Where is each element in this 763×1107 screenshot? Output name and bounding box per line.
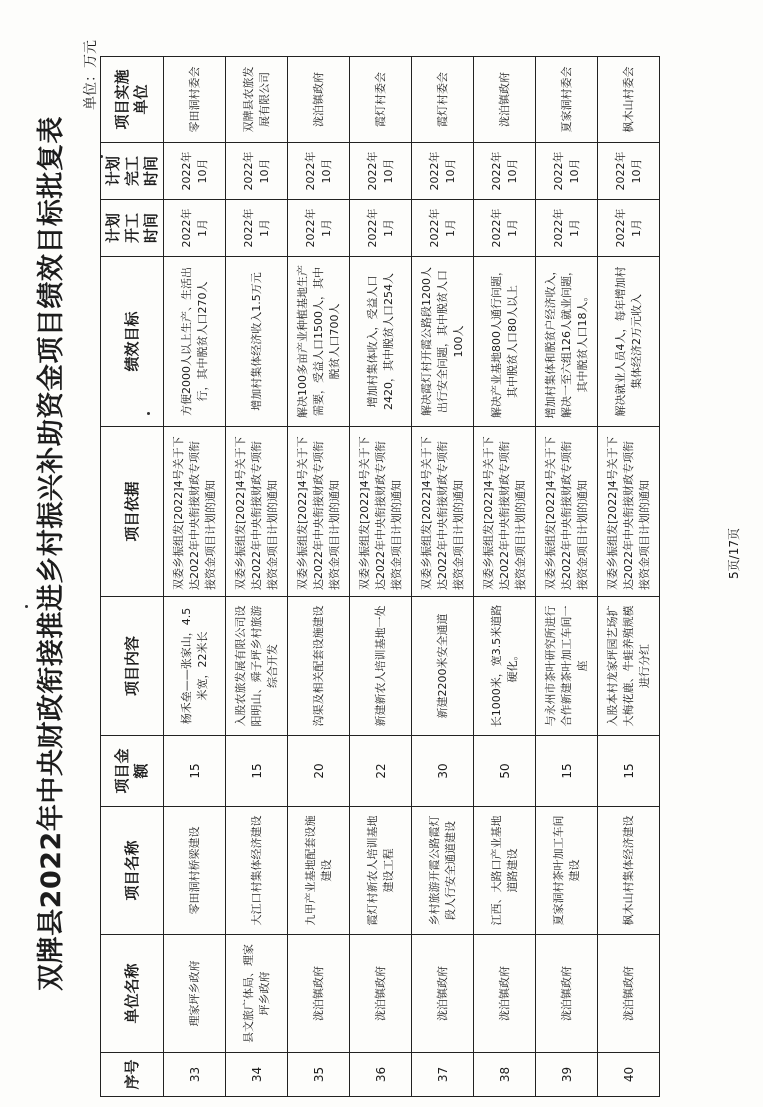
cell-project-name: 江西、大路口产业基地道路建设	[474, 807, 536, 935]
cell-project-name: 枫木山村集体经济建设	[598, 807, 660, 935]
cell-content: 入股农旅发展有限公司设阳明山、舜子坪乡村旅游综合开发	[226, 597, 288, 736]
cell-impl: 双牌县农旅发展有限公司	[226, 57, 288, 143]
cell-project-name: 霞灯村新农人培训基地建设工程	[350, 807, 412, 935]
cell-start: 2022年1月	[288, 200, 350, 257]
cell-amount: 15	[536, 736, 598, 807]
cell-goal: 解决霞灯村开霞公路段1200人出行安全问题，其中脱贫人口100人	[412, 257, 474, 427]
table-row	[412, 57, 474, 1097]
cell-end: 2022年10月	[226, 143, 288, 200]
cell-content: 入股本村龙家坪园艺场扩大梅花鹿、牛蛙养殖规模进行分红	[598, 597, 660, 736]
cell-unit-name: 理家坪乡政府	[164, 935, 226, 1053]
cell-seq: 36	[350, 1053, 412, 1097]
cell-project-name: 九甲产业基地配套设施建设	[288, 807, 350, 935]
cell-project-name: 零田洞村桥梁建设	[164, 807, 226, 935]
cell-content: 沟渠及相关配套设施建设	[288, 597, 350, 736]
cell-seq: 39	[536, 1053, 598, 1097]
cell-unit-name: 泷泊镇政府	[288, 935, 350, 1053]
cell-start: 2022年1月	[226, 200, 288, 257]
cell-start: 2022年1月	[350, 200, 412, 257]
cell-goal: 解决就业人员4人，每年增加村集体经济2万元收入	[598, 257, 660, 427]
cell-unit-name: 泷泊镇政府	[350, 935, 412, 1053]
cell-amount: 22	[350, 736, 412, 807]
header-amount: 项目金额	[101, 736, 164, 807]
cell-impl: 夏家洞村委会	[536, 57, 598, 143]
cell-start: 2022年1月	[164, 200, 226, 257]
table-row	[474, 57, 536, 1097]
table-header-row	[101, 57, 164, 1097]
page-title: 双牌县2022年中央财政衔接推进乡村振兴补助资金项目绩效目标批复表	[36, 116, 67, 991]
cell-content: 与永州市茶叶研究所进行合作新建茶叶加工车间一座	[536, 597, 598, 736]
cell-impl: 霞灯村委会	[412, 57, 474, 143]
cell-basis: 双委乡振组发[2022]4号关于下达2022年中央衔接财政专项衔接资金项目计划的通知	[598, 427, 660, 597]
cell-unit-name: 县文旅广体局、理家坪乡政府	[226, 935, 288, 1053]
header-basis: 项目依据	[101, 427, 164, 597]
cell-amount: 15	[164, 736, 226, 807]
cell-seq: 38	[474, 1053, 536, 1097]
cell-start: 2022年1月	[474, 200, 536, 257]
cell-impl: 零田洞村委会	[164, 57, 226, 143]
cell-amount: 15	[598, 736, 660, 807]
cell-impl: 泷泊镇政府	[288, 57, 350, 143]
cell-impl: 枫木山村委会	[598, 57, 660, 143]
header-end: 计划完工时间	[101, 143, 164, 200]
cell-end: 2022年10月	[536, 143, 598, 200]
cell-goal: 增加村集体和脱贫户经济收入，解决一至六组126人就业问题，其中脱贫人口18人。	[536, 257, 598, 427]
cell-seq: 35	[288, 1053, 350, 1097]
cell-project-name: 夏家洞村茶叶加工车间建设	[536, 807, 598, 935]
table-row	[598, 57, 660, 1097]
cell-end: 2022年10月	[164, 143, 226, 200]
cell-goal: 解决产业基地800人通行问题，其中脱贫人口80人以上	[474, 257, 536, 427]
cell-seq: 33	[164, 1053, 226, 1097]
header-project-name: 项目名称	[101, 807, 164, 935]
cell-end: 2022年10月	[288, 143, 350, 200]
cell-amount: 50	[474, 736, 536, 807]
cell-project-name: 大江口村集体经济建设	[226, 807, 288, 935]
cell-content: 杨禾垒——张家山，4.5米宽，22米长	[164, 597, 226, 736]
header-seq: 序号	[101, 1053, 164, 1097]
cell-start: 2022年1月	[536, 200, 598, 257]
cell-project-name: 乡村旅游开霞公路霞灯段人行安全通道建设	[412, 807, 474, 935]
cell-end: 2022年10月	[350, 143, 412, 200]
cell-goal: 增加村集体经济收入1.5万元	[226, 257, 288, 427]
cell-seq: 40	[598, 1053, 660, 1097]
header-content: 项目内容	[101, 597, 164, 736]
cell-unit-name: 泷泊镇政府	[598, 935, 660, 1053]
page-footer: 5页/17页	[727, 528, 741, 579]
table-row	[164, 57, 226, 1097]
cell-goal: 解决100多亩产业种植基地生产需要，受益人口1500人，其中脱贫人口700人	[288, 257, 350, 427]
cell-basis: 双委乡振组发[2022]4号关于下达2022年中央衔接财政专项衔接资金项目计划的通知	[350, 427, 412, 597]
cell-basis: 双委乡振组发[2022]4号关于下达2022年中央衔接财政专项衔接资金项目计划的通知	[288, 427, 350, 597]
cell-end: 2022年10月	[474, 143, 536, 200]
cell-unit-name: 泷泊镇政府	[474, 935, 536, 1053]
cell-end: 2022年10月	[412, 143, 474, 200]
cell-basis: 双委乡振组发[2022]4号关于下达2022年中央衔接财政专项衔接资金项目计划的通知	[164, 427, 226, 597]
cell-content: 新建2200米安全通道	[412, 597, 474, 736]
cell-basis: 双委乡振组发[2022]4号关于下达2022年中央衔接财政专项衔接资金项目计划的通知	[474, 427, 536, 597]
table-row	[536, 57, 598, 1097]
cell-goal: 方便2000人以上生产、生活出行，其中脱贫人口270人	[164, 257, 226, 427]
cell-amount: 15	[226, 736, 288, 807]
table-row	[350, 57, 412, 1097]
header-start: 计划开工时间	[101, 200, 164, 257]
header-unit-name: 单位名称	[101, 935, 164, 1053]
cell-amount: 20	[288, 736, 350, 807]
cell-impl: 霞灯村委会	[350, 57, 412, 143]
cell-basis: 双委乡振组发[2022]4号关于下达2022年中央衔接财政专项衔接资金项目计划的通知	[412, 427, 474, 597]
project-table	[100, 56, 660, 1097]
header-goal: 绩效目标	[101, 257, 164, 427]
cell-unit-name: 泷泊镇政府	[536, 935, 598, 1053]
cell-basis: 双委乡振组发[2022]4号关于下达2022年中央衔接财政专项衔接资金项目计划的通知	[226, 427, 288, 597]
unit-label: 单位：万元	[83, 40, 99, 110]
cell-seq: 34	[226, 1053, 288, 1097]
cell-start: 2022年1月	[412, 200, 474, 257]
cell-content: 新建新农人培训基地一处	[350, 597, 412, 736]
cell-unit-name: 泷泊镇政府	[412, 935, 474, 1053]
cell-end: 2022年10月	[598, 143, 660, 200]
cell-content: 长1000米，宽3.5米道路硬化。	[474, 597, 536, 736]
cell-start: 2022年1月	[598, 200, 660, 257]
cell-impl: 泷泊镇政府	[474, 57, 536, 143]
table-row	[288, 57, 350, 1097]
cell-basis: 双委乡振组发[2022]4号关于下达2022年中央衔接财政专项衔接资金项目计划的通知	[536, 427, 598, 597]
table-row	[226, 57, 288, 1097]
cell-amount: 30	[412, 736, 474, 807]
header-impl: 项目实施单位	[101, 57, 164, 143]
cell-goal: 增加村集体收入，受益人口2420，其中脱贫人口254人	[350, 257, 412, 427]
cell-seq: 37	[412, 1053, 474, 1097]
